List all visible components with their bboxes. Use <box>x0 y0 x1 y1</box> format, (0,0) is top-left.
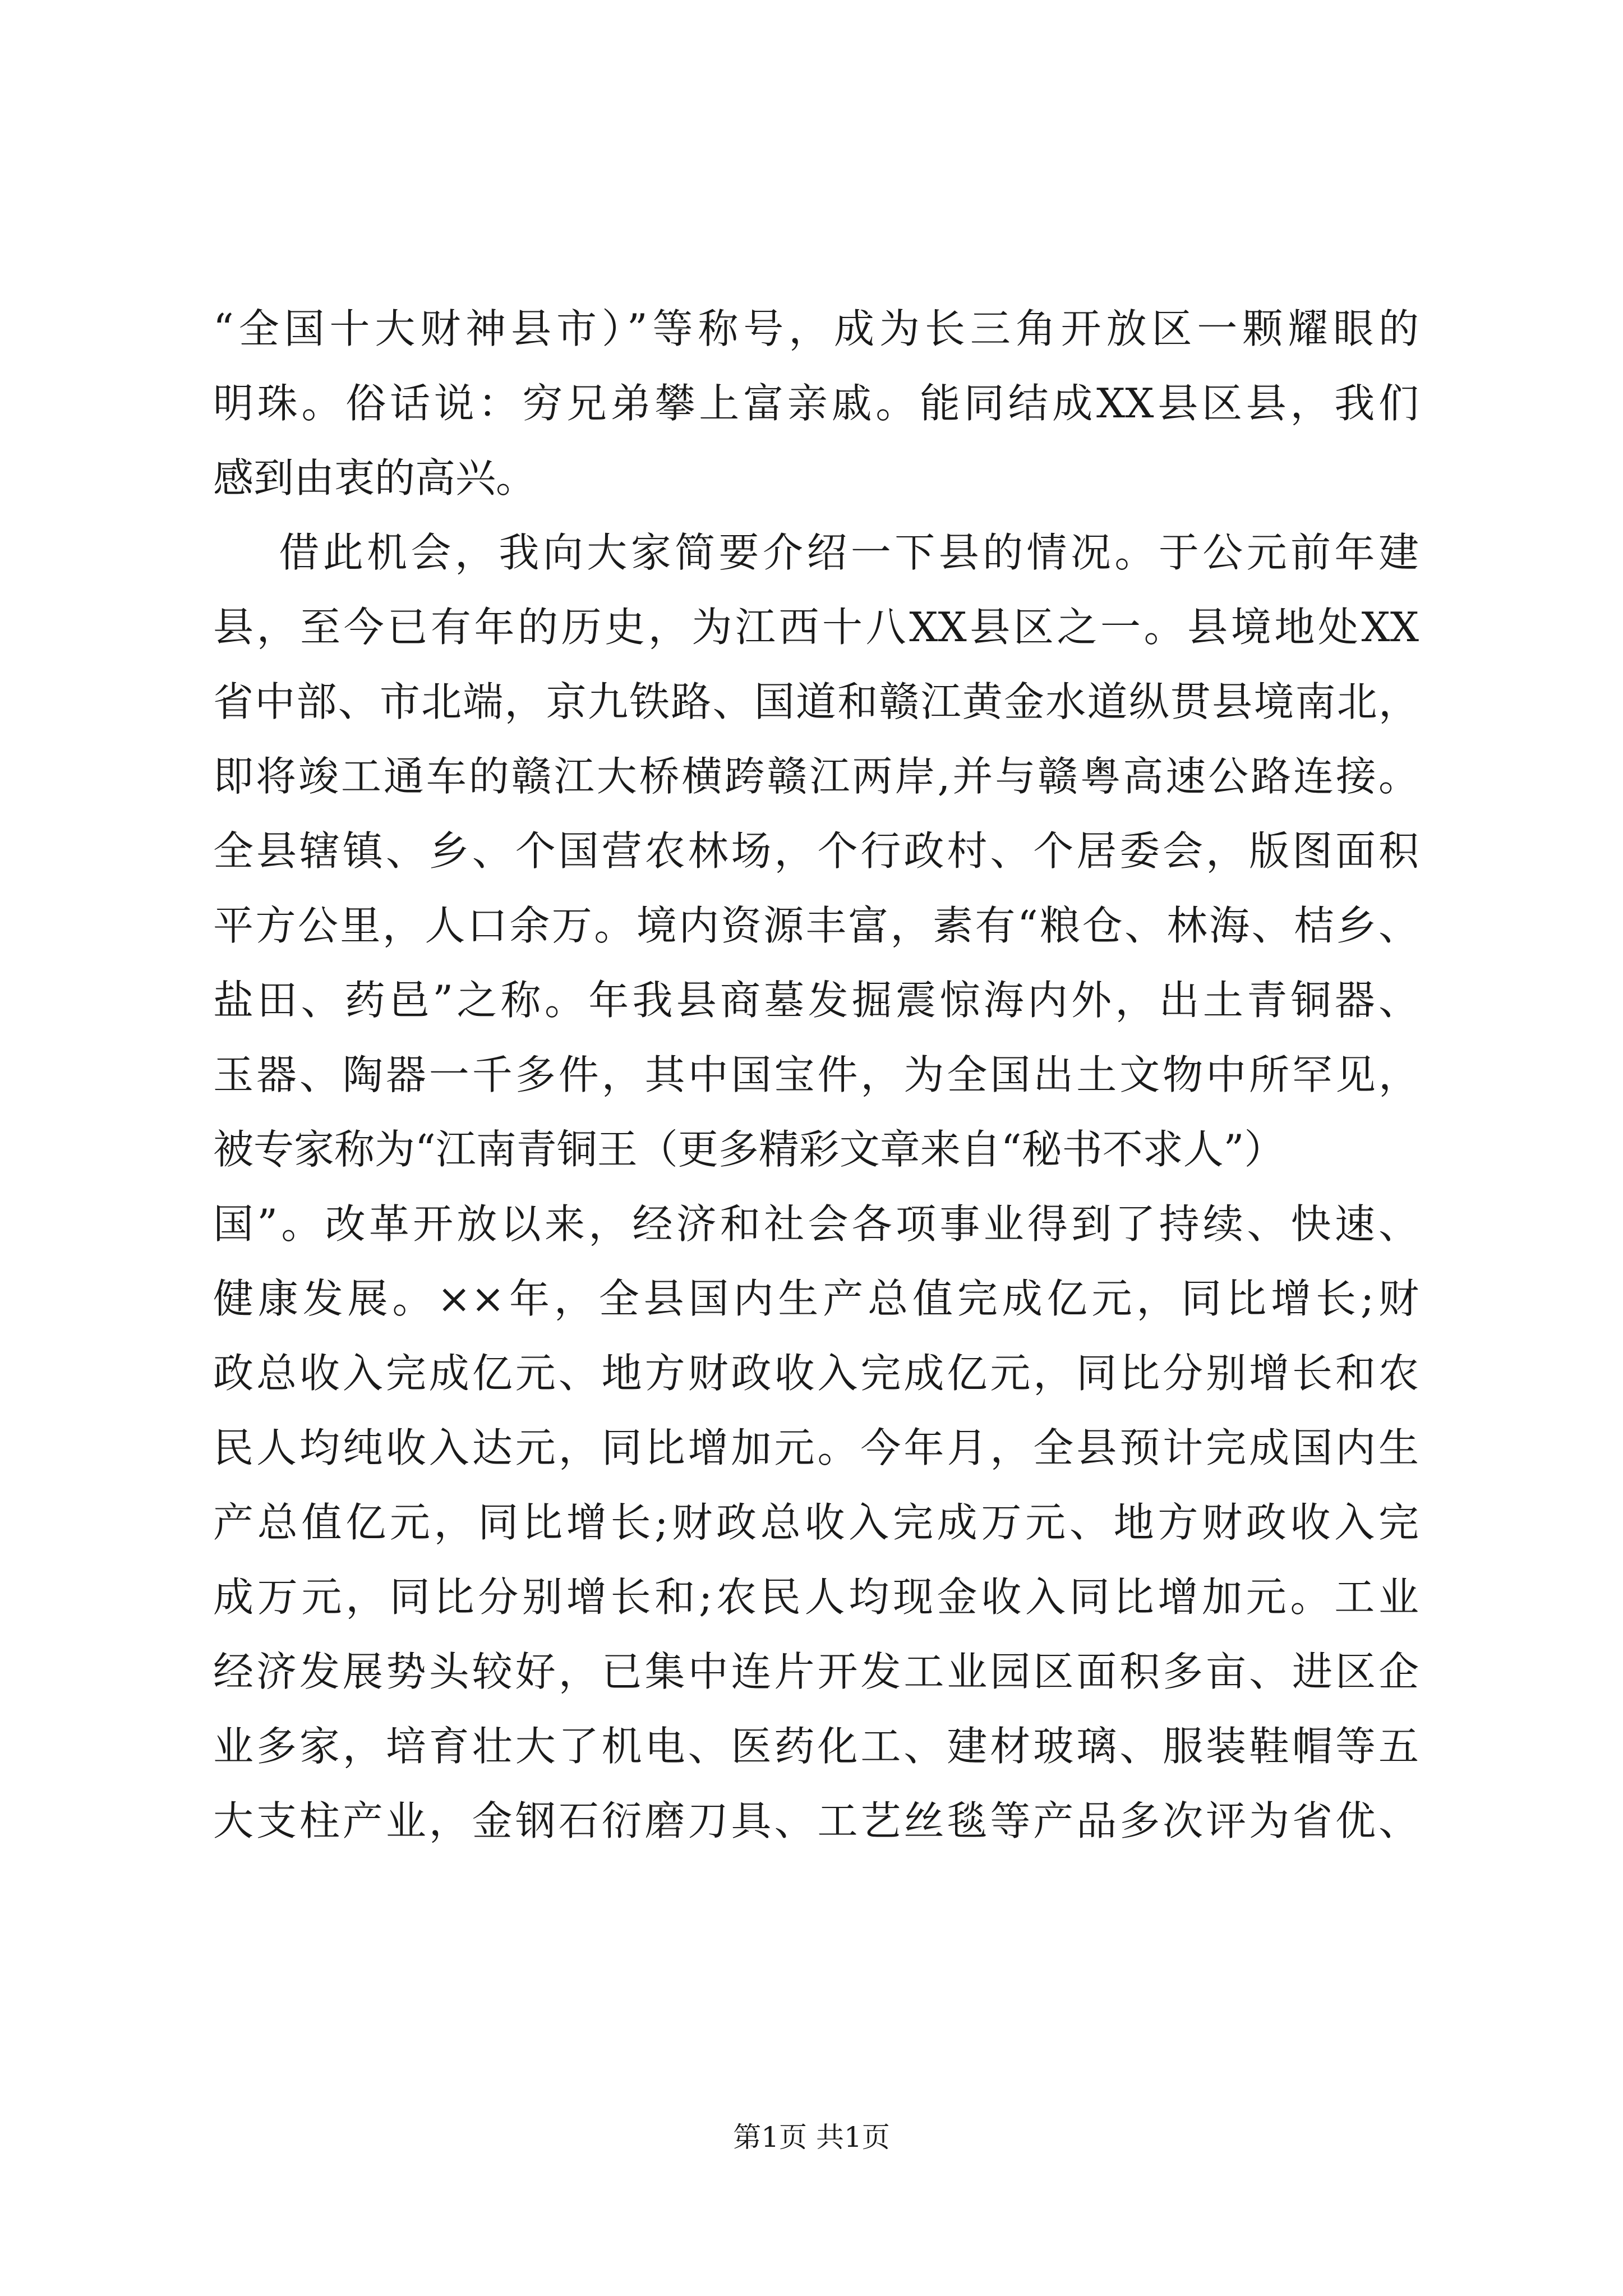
text-line: 业多家，培育壮大了机电、医药化工、建材玻璃、服装鞋帽等五 <box>213 1723 1419 1770</box>
text-line: 产总值亿元，同比增长;财政总收入完成万元、地方财政收入完 <box>213 1499 1419 1546</box>
text-line: 被专家称为“江南青铜王（更多精彩文章来自“秘书不求人”） <box>213 1126 1285 1173</box>
text-line: 政总收入完成亿元、地方财政收入完成亿元，同比分别增长和农 <box>213 1350 1419 1397</box>
text-line: 省中部、市北端，京九铁路、国道和赣江黄金水道纵贯县境南北， <box>213 678 1419 725</box>
text-line: 健康发展。××年，全县国内生产总值完成亿元，同比增长;财 <box>213 1275 1419 1322</box>
page-footer: 第1页 共1页 <box>733 2121 890 2154</box>
text-line: 全县辖镇、乡、个国营农林场，个行政村、个居委会，版图面积 <box>213 827 1419 875</box>
body-text <box>213 292 1419 1858</box>
text-line: 感到由衷的高兴。 <box>213 454 537 501</box>
text-line: 借此机会，我向大家简要介绍一下县的情况。于公元前年建 <box>213 529 1419 576</box>
text-line: 成万元，同比分别增长和;农民人均现金收入同比增加元。工业 <box>213 1573 1419 1621</box>
text-line: 国”。改革开放以来，经济和社会各项事业得到了持续、快速、 <box>213 1200 1419 1248</box>
text-line: 平方公里，人口余万。境内资源丰富，素有“粮仓、林海、桔乡、 <box>213 902 1419 949</box>
text-line: 民人均纯收入达元，同比增加元。今年月，全县预计完成国内生 <box>213 1424 1419 1471</box>
text-line: 明珠。俗话说：穷兄弟攀上富亲戚。能同结成XX县区县，我们 <box>213 380 1419 427</box>
text-line: 大支柱产业，金钢石衍磨刀具、工艺丝毯等产品多次评为省优、 <box>213 1797 1419 1844</box>
text-line: 即将竣工通车的赣江大桥横跨赣江两岸,并与赣粤高速公路连接。 <box>213 753 1419 800</box>
text-line: 县，至今已有年的历史，为江西十八XX县区之一。县境地处XX <box>213 604 1419 651</box>
text-line: 玉器、陶器一千多件，其中国宝件，为全国出土文物中所罕见， <box>213 1051 1419 1098</box>
text-line: “全国十大财神县市）”等称号，成为长三角开放区一颗耀眼的 <box>213 305 1419 352</box>
text-line: 经济发展势头较好，已集中连片开发工业园区面积多亩、进区企 <box>213 1648 1419 1695</box>
text-line: 盐田、药邑”之称。年我县商墓发掘震惊海内外，出土青铜器、 <box>213 977 1419 1024</box>
